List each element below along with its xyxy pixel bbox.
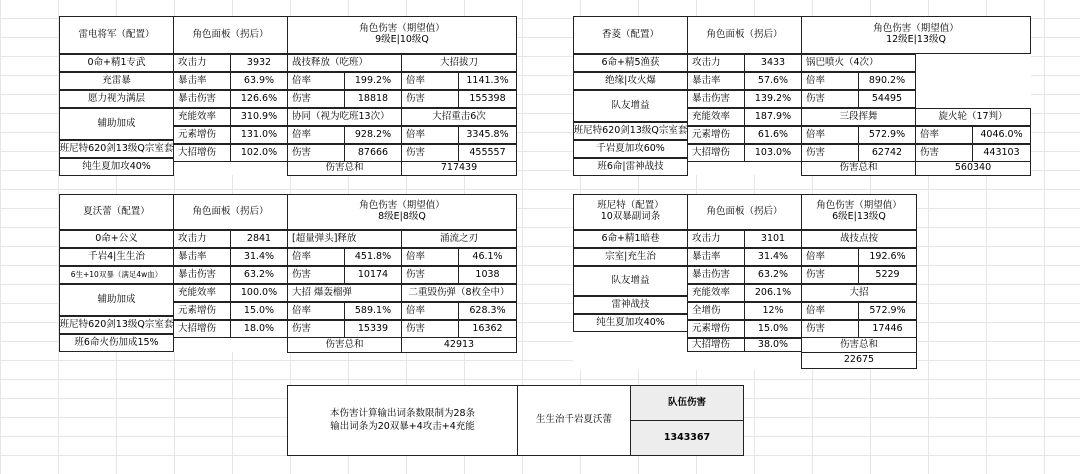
row-value: 10174 [344, 266, 402, 284]
stat-value: 63.2% [230, 266, 288, 284]
xiangling-config-title: 香菱（配置） [573, 16, 688, 54]
row-label: 伤害 [287, 90, 345, 108]
row-value: 589.1% [344, 302, 402, 320]
skill-name: 锅巴喷火（4次） [801, 54, 916, 72]
stat-value: 2841 [230, 230, 288, 248]
stat-label: 元素增伤 [173, 126, 231, 144]
bennett-damage-header [801, 194, 917, 230]
xiaowo-panel-title: 角色面板（拐后） [173, 194, 288, 230]
xiangling-config-item: 班尼特620剑13级Q宗室套 [573, 122, 688, 140]
stat-label: 充能效率 [687, 108, 745, 126]
skill-name: 旋火轮（17判） [915, 108, 1031, 126]
stat-value: 3101 [744, 230, 802, 248]
stat-value: 100.0% [230, 284, 288, 302]
xiaowo-config-item: 辅助加成 [59, 284, 174, 316]
xiangling-damage-header [801, 16, 1031, 54]
raiden-config-item: 愿力视为满层 [59, 90, 174, 108]
row-value: 62742 [858, 144, 916, 162]
row-label: 伤害 [801, 144, 859, 162]
row-value: 46.1% [458, 248, 517, 266]
damage-levels: 9级E|10级Q [375, 34, 429, 45]
stat-value: 206.1% [744, 284, 802, 302]
damage-title: 角色伤害（期望值） [816, 200, 902, 212]
stat-label: 暴击伤害 [687, 90, 745, 108]
row-value: 572.9% [858, 126, 916, 144]
row-value: 5229 [858, 266, 917, 284]
stat-value: 12% [744, 302, 802, 320]
stat-label: 攻击力 [173, 230, 231, 248]
damage-title: 角色伤害（期望值） [873, 23, 959, 35]
stat-value: 63.2% [744, 266, 802, 284]
row-label: 倍率 [915, 126, 973, 144]
raiden-config-title: 雷电将军（配置） [59, 16, 174, 54]
damage-levels: 12级E|13级Q [886, 34, 946, 45]
bennett-config-note: 10双暴副词条 [600, 211, 661, 222]
row-label: 倍率 [801, 126, 859, 144]
row-label: 伤害 [801, 266, 859, 284]
stat-value: 126.6% [230, 90, 288, 108]
row-label: 伤害 [401, 90, 459, 108]
bennett-config-name: 班尼特（配置） [597, 200, 664, 212]
row-label: 倍率 [401, 126, 459, 144]
stat-value: 3433 [744, 54, 802, 72]
stat-value: 63.9% [230, 72, 288, 90]
stat-label: 暴击率 [687, 72, 745, 90]
team-damage-total: 1343367 [630, 420, 744, 456]
bennett-config-item: 宗室|充生治 [573, 248, 688, 266]
stat-value: 15.0% [744, 320, 802, 338]
skill-name: 协同（视为吃班13次） [287, 108, 402, 126]
skill-name: 三段挥舞 [801, 108, 916, 126]
stat-value: 310.9% [230, 108, 288, 126]
row-value: 87666 [344, 144, 402, 162]
stat-label: 暴击率 [173, 72, 231, 90]
row-value: 4046.0% [972, 126, 1031, 144]
stat-label: 大招增伤 [687, 338, 745, 352]
skill-name: 大招 爆轰榴弹 [287, 284, 402, 302]
bennett-config-item: 队友增益 [573, 266, 688, 296]
row-value: 15339 [344, 320, 402, 338]
row-label: 倍率 [401, 302, 459, 320]
row-label: 伤害 [801, 90, 859, 108]
stat-value: 187.9% [744, 108, 802, 126]
total-value: 42913 [401, 337, 517, 353]
stat-label: 充能效率 [173, 284, 231, 302]
stat-label: 暴击伤害 [173, 266, 231, 284]
stat-value: 38.0% [744, 338, 802, 352]
stat-label: 暴击伤害 [687, 266, 745, 284]
raiden-config-item: 充雷暴 [59, 72, 174, 90]
row-value: 17446 [858, 320, 917, 338]
stat-label: 充能效率 [173, 108, 231, 126]
total-label: 伤害总和 [287, 161, 402, 176]
skill-name: 涌流之刃 [401, 230, 517, 248]
row-label: 倍率 [401, 72, 459, 90]
xiaowo-config-item: 班尼特620剑13级Q宗室套 [59, 316, 174, 334]
stat-label: 元素增伤 [687, 320, 745, 338]
raiden-config-item: 辅助加成 [59, 108, 174, 140]
row-value: 455557 [458, 144, 517, 162]
row-label: 伤害 [801, 320, 859, 338]
skill-name: 战技点按 [801, 230, 917, 248]
row-value: 928.2% [344, 126, 402, 144]
stat-label: 攻击力 [687, 54, 745, 72]
row-label: 伤害 [287, 266, 345, 284]
stat-label: 充能效率 [687, 284, 745, 302]
xiangling-config-item: 绝缘|攻火爆 [573, 72, 688, 90]
damage-title: 角色伤害（期望值） [359, 23, 445, 35]
row-value: 155398 [458, 90, 517, 108]
raiden-damage-header [287, 16, 517, 54]
xiaowo-config-title: 夏沃蕾（配置） [59, 194, 174, 230]
stat-label: 大招增伤 [173, 144, 231, 162]
xiaowo-config-item: 千岩4|生生治 [59, 248, 174, 266]
row-value: 3345.8% [458, 126, 517, 144]
skill-name: 二重毁伤弹（8枚全中） [401, 284, 517, 302]
row-label: 倍率 [801, 302, 859, 320]
xiangling-config-item: 千岩夏加攻60% [573, 140, 688, 158]
summary-note [287, 385, 518, 456]
stat-value: 139.2% [744, 90, 802, 108]
row-value: 572.9% [858, 302, 917, 320]
total-value: 560340 [915, 161, 1031, 176]
total-value: 22675 [801, 352, 917, 369]
stat-label: 暴击伤害 [173, 90, 231, 108]
row-value: 54495 [858, 90, 916, 108]
row-label: 伤害 [287, 144, 345, 162]
raiden-config-item: 班尼特620剑13级Q宗室套 [59, 140, 174, 158]
skill-name: 大招拔刀 [401, 54, 517, 72]
total-label: 伤害总和 [801, 161, 916, 176]
xiangling-config-item: 6命+精5渔获 [573, 54, 688, 72]
row-value: 443103 [972, 144, 1031, 162]
summary-note-line: 本伤害计算输出词条数限制为28条 [329, 407, 476, 419]
skill-name: 大招重击6次 [401, 108, 517, 126]
stat-value: 3932 [230, 54, 288, 72]
xiangling-config-item: 队友增益 [573, 90, 688, 122]
bennett-panel-title: 角色面板（拐后） [687, 194, 802, 230]
stat-value: 131.0% [230, 126, 288, 144]
row-value: 18818 [344, 90, 402, 108]
stat-value: 15.0% [230, 302, 288, 320]
stat-value: 61.6% [744, 126, 802, 144]
row-label: 伤害 [287, 320, 345, 338]
bennett-config-item: 纯生夏加攻40% [573, 314, 688, 332]
stat-label: 攻击力 [687, 230, 745, 248]
stat-label: 全增伤 [687, 302, 745, 320]
bennett-config-item: 6命+精1暗巷 [573, 230, 688, 248]
row-label: 倍率 [801, 72, 859, 90]
stat-label: 暴击率 [687, 248, 745, 266]
row-label: 伤害 [401, 320, 459, 338]
raiden-panel-title: 角色面板（拐后） [173, 16, 288, 54]
skill-name: [超量弹头]释放 [287, 230, 402, 248]
row-label: 伤害 [915, 144, 973, 162]
stat-label: 暴击率 [173, 248, 231, 266]
xiangling-panel-title: 角色面板（拐后） [687, 16, 802, 54]
xiaowo-config-item: 0命+公义 [59, 230, 174, 248]
row-label: 伤害 [401, 266, 459, 284]
stat-label: 元素增伤 [173, 302, 231, 320]
stat-value: 31.4% [744, 248, 802, 266]
stat-value: 18.0% [230, 320, 288, 338]
row-label: 倍率 [401, 248, 459, 266]
total-label: 伤害总和 [287, 337, 402, 353]
row-value: 199.2% [344, 72, 402, 90]
row-value: 192.6% [858, 248, 917, 266]
skill-name: 战技释放（吃班） [287, 54, 402, 72]
stat-value: 31.4% [230, 248, 288, 266]
row-label: 伤害 [401, 144, 459, 162]
xiaowo-damage-header [287, 194, 517, 230]
stat-label: 大招增伤 [687, 144, 745, 162]
stat-value: 57.6% [744, 72, 802, 90]
row-label: 倍率 [801, 248, 859, 266]
row-value: 628.3% [458, 302, 517, 320]
xiaowo-config-item: 6生+10双暴（满足4w血） [59, 266, 174, 284]
bennett-config-item: 雷神战技 [573, 296, 688, 314]
xiaowo-config-item: 班6命火伤加成15% [59, 334, 174, 352]
row-label: 倍率 [287, 248, 345, 266]
damage-levels: 8级E|8级Q [378, 211, 426, 222]
bennett-config-title [573, 194, 688, 230]
stat-label: 攻击力 [173, 54, 231, 72]
team-damage-header: 队伍伤害 [630, 385, 744, 421]
row-label: 倍率 [287, 72, 345, 90]
row-value: 16362 [458, 320, 517, 338]
xiangling-config-item: 班6命|雷神战技 [573, 158, 688, 176]
row-value: 890.2% [858, 72, 916, 90]
team-composition: 生生治千岩夏沃蕾 [517, 385, 631, 456]
stat-label: 元素增伤 [687, 126, 745, 144]
damage-levels: 6级E|13级Q [832, 211, 886, 222]
stat-value: 102.0% [230, 144, 288, 162]
row-label: 倍率 [287, 126, 345, 144]
total-value: 717439 [401, 161, 517, 176]
row-value: 451.8% [344, 248, 402, 266]
stat-label: 大招增伤 [173, 320, 231, 338]
raiden-config-item: 纯生夏加攻40% [59, 158, 174, 176]
stat-value: 103.0% [744, 144, 802, 162]
raiden-config-item: 0命+精1专武 [59, 54, 174, 72]
row-label: 倍率 [287, 302, 345, 320]
row-value: 1141.3% [458, 72, 517, 90]
total-label: 伤害总和 [801, 337, 917, 353]
row-value: 1038 [458, 266, 517, 284]
damage-title: 角色伤害（期望值） [359, 200, 445, 212]
summary-note-line: 输出词条为20双暴+4攻击+4充能 [330, 420, 475, 432]
skill-name: 大招 [801, 284, 917, 302]
